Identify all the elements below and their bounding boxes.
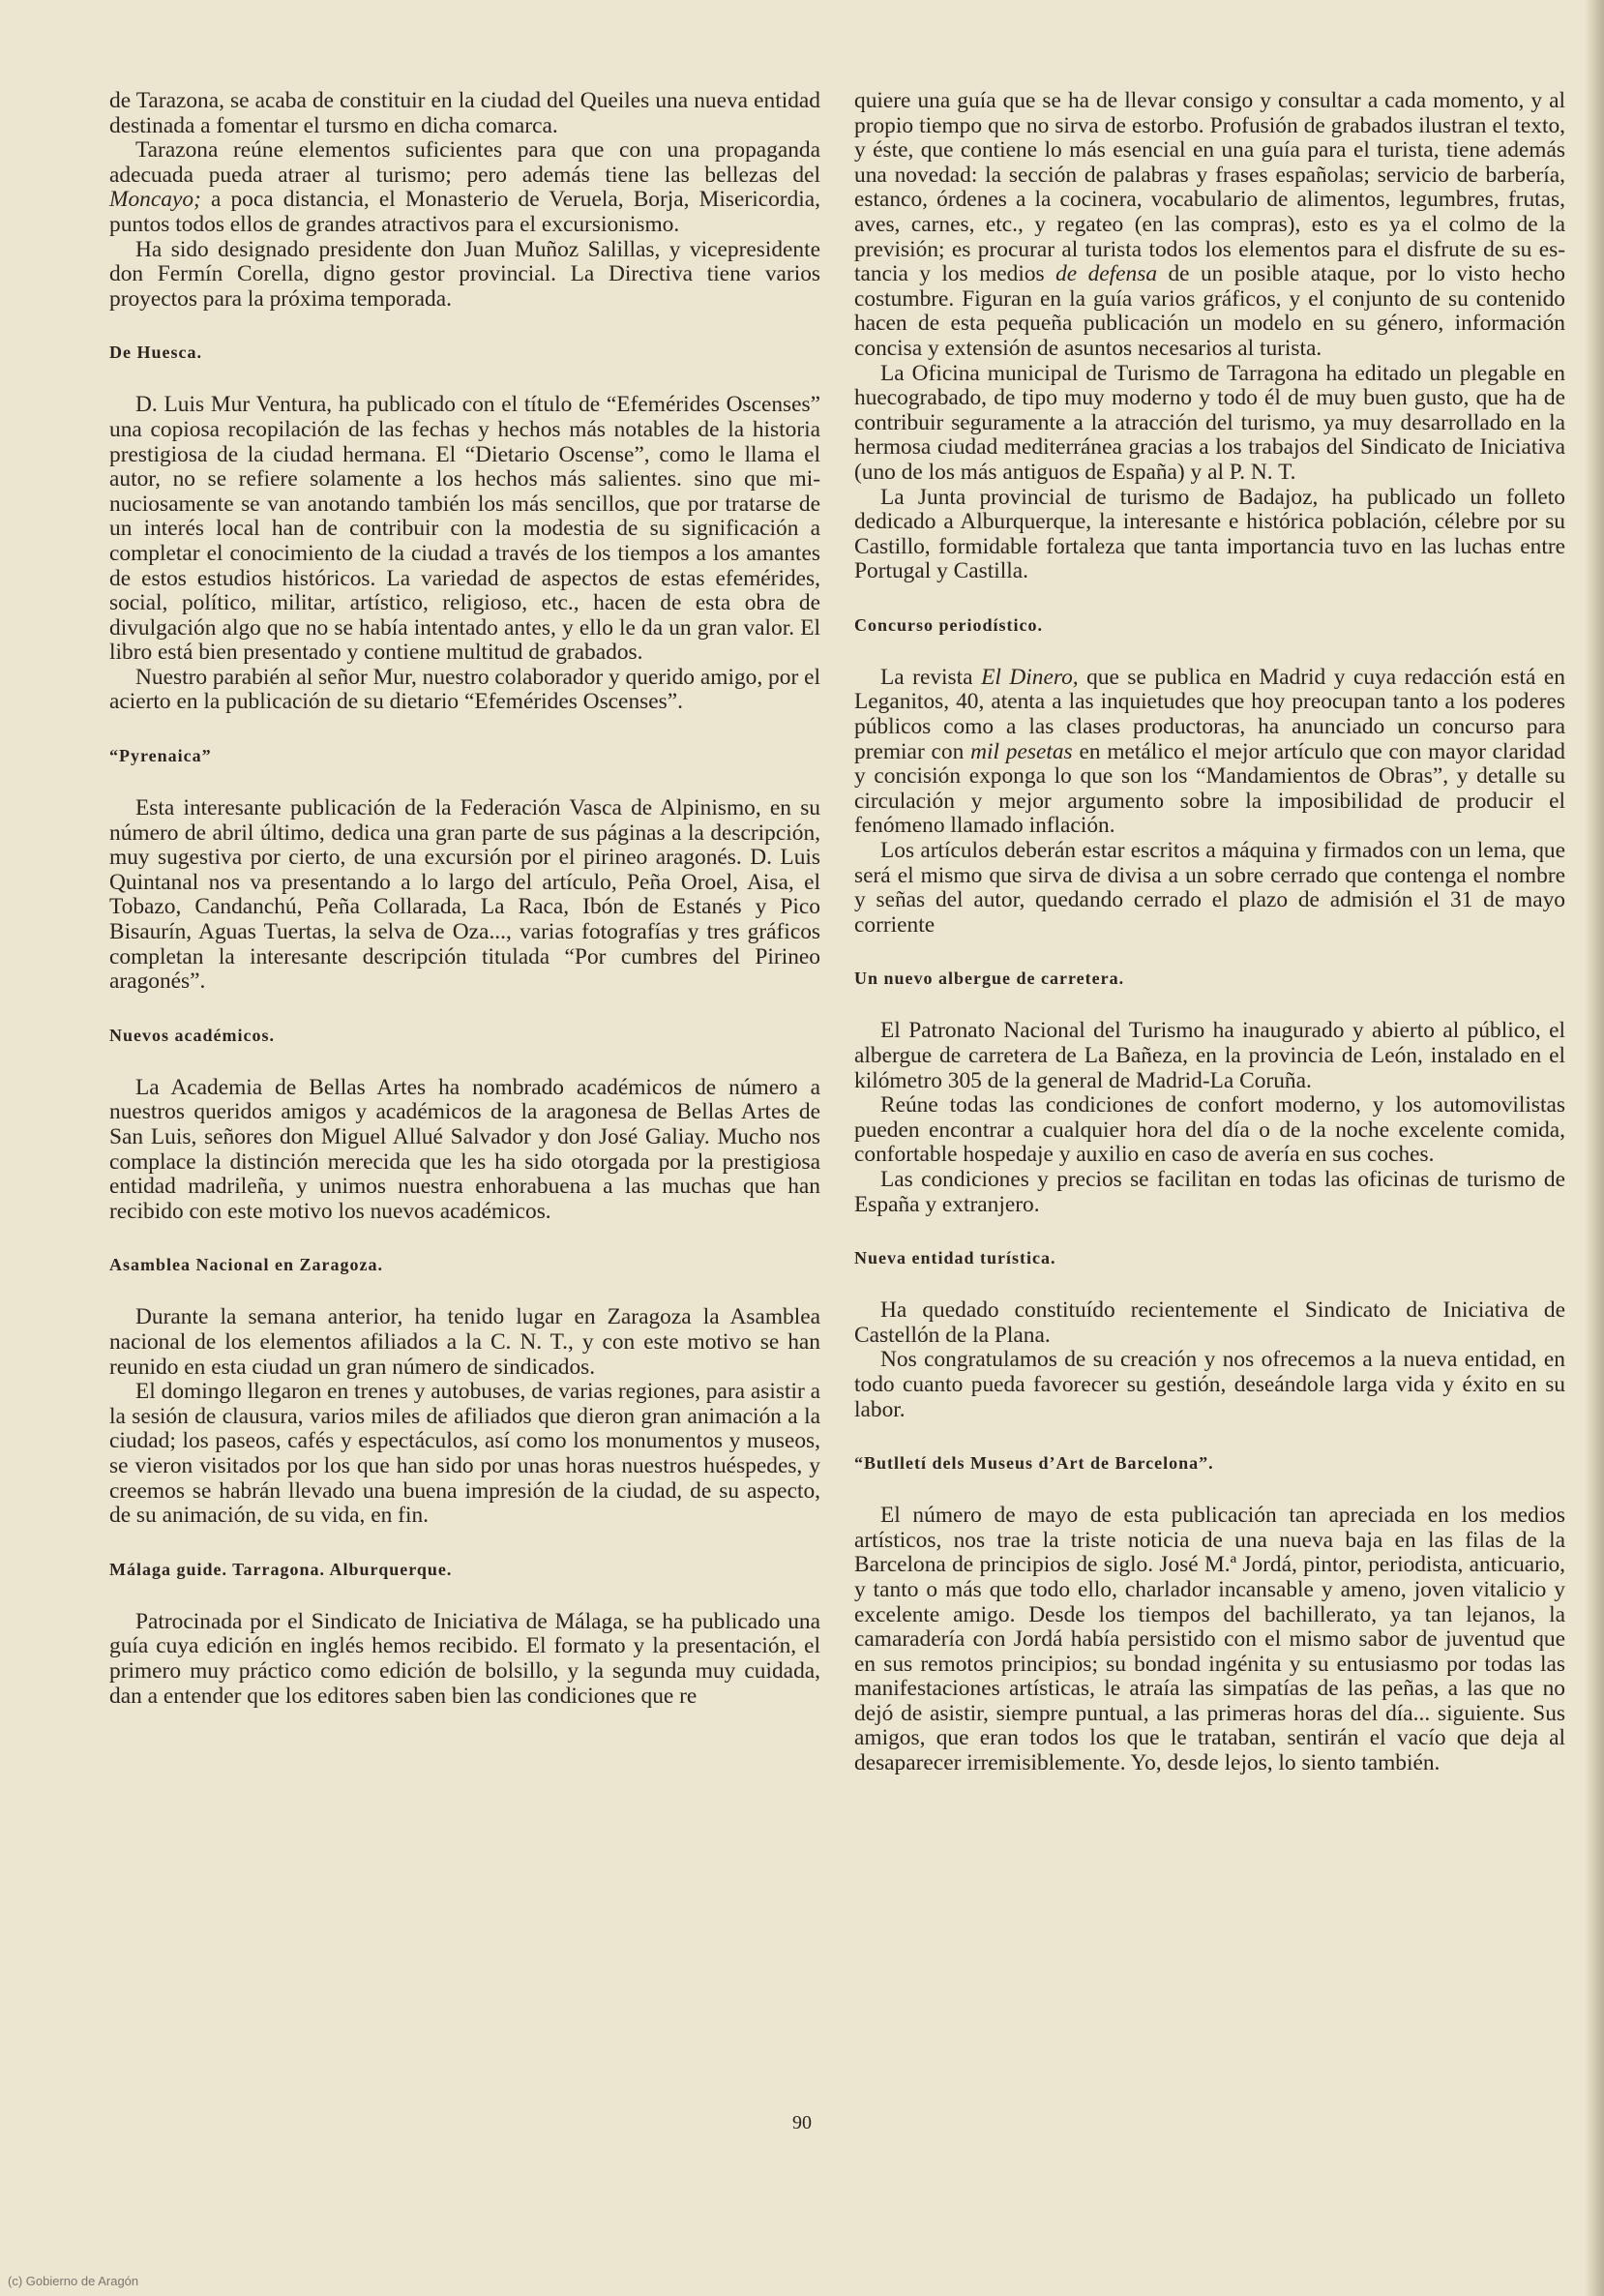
paragraph: Nos congratulamos de su creación y nos ofrecemos a la nueva entidad, en todo cuanto pueda favorecer su gestión, deseándole larga vida y éxito en su labor. <box>854 1347 1565 1422</box>
paragraph: Los artículos deberán estar escritos a máquina y firmados con un lema, que será el mismo que sirva de divisa a un sobre cerrado que contenga el nombre y señas del autor, quedando cerrado el plazo de admisión el 31 de mayo corriente <box>854 838 1565 938</box>
paragraph: D. Luis Mur Ventura, ha publicado con el título de “Efemérides Oscenses” una copiosa recopilación de las fechas y hechos más notables de la historia prestigiosa de la ciudad hermana. El “Dietario Oscense”, como le llama el autor, no se refiere solamente a los hechos más salientes. sino que minuciosamente se van anotando también los más sencillos, que por tratarse de un interés local han de contribuir con la modestia de su significación a completar el conocimiento de la ciudad a través de los tiempos a los amantes de estos estudios históricos. La variedad de aspectos de estas efemérides, social, político, militar, artístico, religioso, etc., hacen de esta obra de divulgación algo que no se había intentado antes, y ello le da un gran valor. El libro está bien presentado y contiene multitud de grabados. <box>109 392 820 666</box>
paragraph <box>854 89 1565 362</box>
section-heading: “Butlletí dels Museus d’Art de Barcelona”. <box>854 1453 1214 1474</box>
text-run: de un posible ataque, por lo visto hecho costumbre. Figuran en la guía varios gráficos, y el conjunto de su contenido hacen de esta pequeña publicación un modelo en su género, información concisa y extensión de asuntos necesarios al turista. <box>854 261 1565 361</box>
section-heading: Concurso periodístico. <box>854 614 1043 635</box>
section-heading: Un nuevo albergue de carretera. <box>854 969 1125 989</box>
paragraph <box>854 666 1565 839</box>
text-run: a poca distancia, el Monasterio de Veruela, Borja, Misericordia, puntos todos ellos de grandes atractivos para el excursionismo. <box>109 187 820 237</box>
paragraph: Ha quedado constituído recientemente el Sindicato de Iniciativa de Castellón de la Plana. <box>854 1297 1565 1348</box>
paragraph: de Tarazona, se acaba de constituir en la ciudad del Queiles una nueva entidad destinada a fomentar el tursmo en dicha comarca. <box>109 88 820 138</box>
paragraph: Patrocinada por el Sindicato de Iniciativa de Málaga, se ha publicado una guía cuya edición en inglés hemos recibido. El formato y la presentación, el primero muy práctico como edición de bolsillo, y la segunda muy cuidada, dan a entender que los editores saben bien las condiciones que re <box>109 1608 820 1709</box>
paragraph: Esta interesante publicación de la Federación Vasca de Alpinismo, en su número de abril último, dedica una gran parte de sus páginas a la descripción, muy sugestiva por cierto, de una excursión por el pirineo aragonés. D. Luis Quintanal nos va presentando a lo largo del artículo, Peña Oroel, Aisa, el Tobazo, Candanchú, Peña Collarada, La Raca, Ibón de Estanés y Pico Bisaurín, Aguas Tuertas, la selva de Oza..., varias fotografías y tres gráficos completan la interesante descripción titulada “Por cumbres del Pirineo aragonés”. <box>109 795 820 995</box>
paragraph: El Patronato Nacional del Turismo ha inaugurado y abierto al público, el albergue de carretera de La Bañeza, en la provincia de León, instalado en el kilómetro 305 de la general de Madrid-La Coruña. <box>854 1018 1565 1093</box>
page-number: 90 <box>792 2112 812 2133</box>
text-run: en metálico el mejor artículo que con mayor claridad y concisión exponga lo que son los “Mandamientos de Obras”, y detalle su circulación y mejor argumento sobre la imposibilidad de producir el fenómeno llamado inflación. <box>854 738 1565 839</box>
text-run: que se publica en Madrid y cuya redacción está en Leganitos, 40, atenta a las inquietudes que hoy preocupan tanto a los poderes públicos como a las clases productoras, ha anunciado un concurso para premiar con <box>854 664 1565 764</box>
paragraph: El número de mayo de esta publicación tan apreciada en los medios artísticos, nos trae la triste noticia de una nueva baja en las filas de la Barcelona de principios de siglo. José M.ª Jordá, pintor, periodista, anticuario, y tanto o más que todo ello, charlador incansable y ameno, joven vitalicio y excelente amigo. Desde los tiempos del bachillerato, ya tan lejanos, la camaradería con Jordá había persistido con el mismo sabor de juventud que en sus remotos principios; su bondad ingénita y su entusiasmo por todas las manifestaciones artísticas, le atraía las simpatías de las peñas, a las que no dejó de asistir, siempre puntual, a las primeras horas del día... siguiente. Sus amigos, que eran todos los que le trataban, sentirán el vacío que deja al desaparecer irremisiblemente. Yo, desde lejos, lo siento también. <box>854 1503 1565 1776</box>
section-heading: De Huesca. <box>109 343 202 363</box>
paragraph: La Junta provincial de turismo de Badajoz, ha publicado un folleto dedicado a Alburquerque, la interesante e histórica población, célebre por su Castillo, formidable fortaleza que tanta importancia tuvo en las luchas entre Portugal y Castilla. <box>854 484 1565 584</box>
paragraph: El domingo llegaron en trenes y autobuses, de varias regiones, para asistir a la sesión de clausura, varios miles de afiliados que dieron gran animación a la ciudad; los paseos, cafés y espectáculos, así como los monumentos y museos, se vieron visitados por los que han sido por unas horas nuestros huéspedes, y creemos se habrán llevado una buena impresión de la ciudad, de su aspecto, de su animación, de su vida, en fin. <box>109 1379 821 1529</box>
section-heading: Nuevos académicos. <box>109 1025 275 1045</box>
section-heading: Asamblea Nacional en Zaragoza. <box>109 1255 383 1275</box>
italic-text: El Dinero, <box>981 664 1079 690</box>
section-heading: Nueva entidad turística. <box>854 1248 1056 1268</box>
paragraph: La Oficina municipal de Turismo de Tarragona ha editado un plegable en huecograbado, de tipo muy moderno y todo él de muy buen gusto, que ha de contribuir seguramente a la atracción del turismo, ya muy desarrollado en la hermosa ciudad mediterránea gracias a los trabajos del Sindicato de Iniciativa (uno de los más antiguos de España) y al P. N. T. <box>854 360 1565 485</box>
right-column <box>854 89 1565 1776</box>
text-run: La revista <box>880 664 982 690</box>
paragraph: Las condiciones y precios se facilitan en todas las oficinas de turismo de España y extranjero. <box>854 1166 1565 1217</box>
italic-text: de defensa <box>1055 261 1158 287</box>
text-run: quiere una guía que se ha de llevar consigo y consultar a cada momento, y al propio tiempo que no sirva de estorbo. Profusión de grabados ilustran el texto, y éste, que contiene lo más esencial en una guía para el turista, tiene además una novedad: la sección de palabras y frases españolas; servicio de barbería, estanco, órdenes a la cocinera, vocabulario de alimentos, legumbres, frutas, aves, carnes, etc., y regateo (en las compras), esto es ya el colmo de la previsión; es procurar al turista todos los elementos para el disfrute de su estancia y los medios <box>854 88 1565 287</box>
paragraph: La Academia de Bellas Artes ha nombrado académicos de número a nuestros queridos amigos y académicos de la aragonesa de Bellas Artes de San Luis, señores don Miguel Allué Salvador y don José Galiay. Mucho nos complace la distinción merecida que les ha sido otorgada por la prestigiosa entidad madrileña, y unimos nuestra enhorabuena a las muchas que han recibido con este motivo los nuevos académicos. <box>109 1074 820 1224</box>
paragraph: Nuestro parabién al señor Mur, nuestro colaborador y querido amigo, por el acierto en la publicación de su dietario “Efemérides Oscenses”. <box>109 664 820 715</box>
copyright-credit: (c) Gobierno de Aragón <box>8 2274 139 2288</box>
paragraph: Reúne todas las condiciones de confort moderno, y los automovilistas pueden encontrar a cualquier hora del día o de la noche excelente comida, confortable hospedaje y auxilio en caso de avería en sus coches. <box>854 1092 1565 1168</box>
left-column <box>109 89 820 1709</box>
italic-text: mil pesetas <box>970 738 1073 764</box>
paragraph <box>109 138 820 237</box>
italic-text: Moncayo; <box>109 187 201 213</box>
section-heading: “Pyrenaica” <box>109 746 212 766</box>
section-heading: Málaga guide. Tarragona. Alburquerque. <box>109 1559 453 1579</box>
paragraph: Ha sido designado presidente don Juan Muñoz Salillas, y vicepresidente don Fermín Corella, digno gestor provincial. La Directiva tiene varios proyectos para la próxima temporada. <box>109 236 820 312</box>
text-run: Tarazona reúne elementos suficientes para que con una propaganda adecuada pueda atraer al turismo; pero además tiene las bellezas del <box>109 137 820 188</box>
page-edge-shadow <box>1585 0 1604 2296</box>
paragraph: Durante la semana anterior, ha tenido lugar en Zaragoza la Asamblea nacional de los elementos afiliados a la C. N. T., y con este motivo se han reunido en esta ciudad un gran número de sindicados. <box>109 1304 820 1380</box>
